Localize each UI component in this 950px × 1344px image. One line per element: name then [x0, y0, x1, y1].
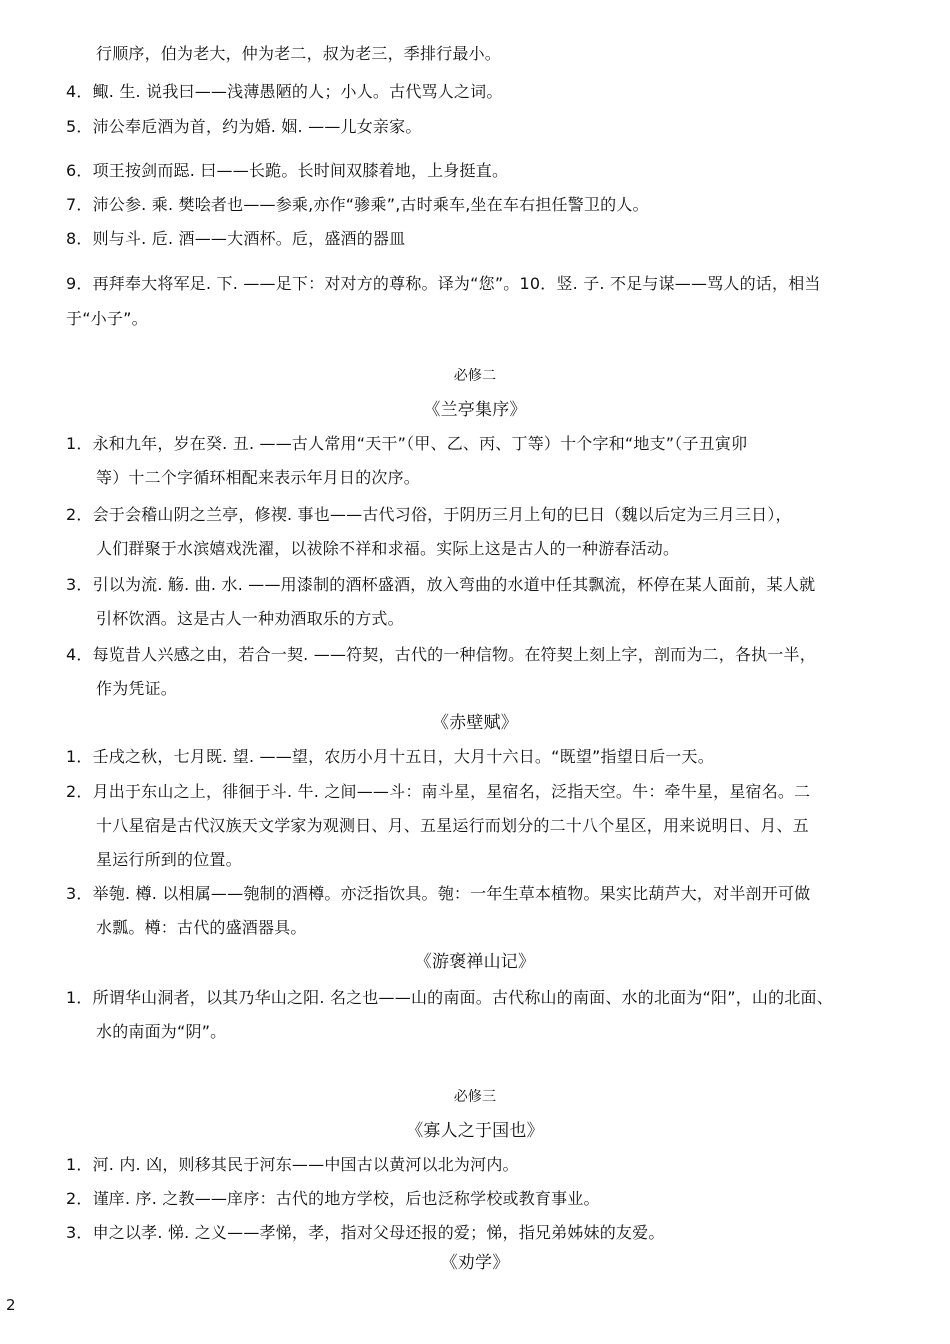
text-line: 8．则与斗. 卮. 酒——大酒杯。卮，盛酒的器皿	[66, 229, 406, 248]
text-line: 人们群聚于水滨嬉戏洗濯，以祓除不祥和求福。实际上这是古人的一种游春活动。	[96, 539, 680, 558]
article-title: 《游褒禅山记》	[414, 952, 536, 972]
text-line: 星运行所到的位置。	[96, 850, 242, 869]
text-line: 十八星宿是古代汉族天文学家为观测日、月、五星运行而划分的二十八个星区，用来说明日、月、五	[96, 816, 809, 835]
text-line: 水的南面为“阴”。	[96, 1022, 227, 1041]
text-line: 5．沛公奉卮酒为首，约为婚. 姻. ——儿女亲家。	[66, 117, 422, 136]
text-line: 9．再拜奉大将军足. 下. ——足下：对对方的尊称。译为“您”。10．竖. 子. 不足与谋——骂人的话，相当	[66, 274, 821, 293]
text-line: 3．申之以孝. 悌. 之义——孝悌，孝，指对父母还报的爱；悌，指兄弟姊妹的友爱。	[66, 1223, 665, 1242]
article-title: 《寡人之于国也》	[406, 1121, 544, 1141]
text-line: 4．鲰. 生. 说我曰——浅薄愚陋的人；小人。古代骂人之词。	[66, 82, 503, 101]
article-title: 《赤壁赋》	[432, 713, 518, 733]
text-line: 引杯饮酒。这是古人一种劝酒取乐的方式。	[96, 609, 404, 628]
text-line: 1．所谓华山洞者，以其乃华山之阳. 名之也——山的南面。古代称山的南面、水的北面为“阳”，山的北面、	[66, 988, 833, 1007]
text-line: 2．月出于东山之上，徘徊于斗. 牛. 之间——斗：南斗星，星宿名，泛指天空。牛：牵牛星，星宿名。二	[66, 782, 811, 801]
text-line: 于“小子”。	[66, 309, 148, 328]
text-line: 6．项王按剑而跽. 曰——长跪。长时间双膝着地，上身挺直。	[66, 161, 509, 180]
text-line: 行顺序，伯为老大，仲为老二，叔为老三，季排行最小。	[96, 44, 502, 63]
text-line: 水瓢。樽：古代的盛酒器具。	[96, 918, 307, 937]
text-line: 2．谨庠. 序. 之教——庠序：古代的地方学校，后也泛称学校或教育事业。	[66, 1189, 600, 1208]
article-title: 《劝学》	[440, 1253, 510, 1273]
text-line: 1．壬戌之秋，七月既. 望. ——望，农历小月十五日，大月十六日。“既望”指望日后一天。	[66, 747, 714, 766]
page-number: 2	[6, 1296, 16, 1314]
volume-heading: 必修三	[453, 1089, 497, 1105]
text-line: 2．会于会稽山阴之兰亭，修禊. 事也——古代习俗，于阴历三月上旬的巳日（魏以后定为三月三日），	[66, 505, 792, 524]
text-line: 1．河. 内. 凶，则移其民于河东——中国古以黄河以北为河内。	[66, 1155, 519, 1174]
text-line: 7．沛公参. 乘. 樊哙者也——参乘,亦作“骖乘”,古时乘车,坐在车右担任警卫的人。	[66, 195, 649, 214]
text-line: 等）十二个字循环相配来表示年月日的次序。	[96, 468, 421, 487]
text-line: 4．每览昔人兴感之由，若合一契. ——符契，古代的一种信物。在符契上刻上字，剖而为二，各执一半，	[66, 645, 816, 664]
article-title: 《兰亭集序》	[423, 400, 527, 420]
text-line: 1．永和九年，岁在癸. 丑. ——古人常用“天干”（甲、乙、丙、丁等）十个字和“地支”（子丑寅卯	[66, 434, 748, 453]
volume-heading: 必修二	[453, 368, 497, 384]
text-line: 作为凭证。	[96, 679, 178, 698]
text-line: 3．举匏. 樽. 以相属——匏制的酒樽。亦泛指饮具。匏：一年生草本植物。果实比葫芦大，对半剖开可做	[66, 884, 811, 903]
text-line: 3．引以为流. 觞. 曲. 水. ——用漆制的酒杯盛酒，放入弯曲的水道中任其飘流，杯停在某人面前，某人就	[66, 575, 816, 594]
